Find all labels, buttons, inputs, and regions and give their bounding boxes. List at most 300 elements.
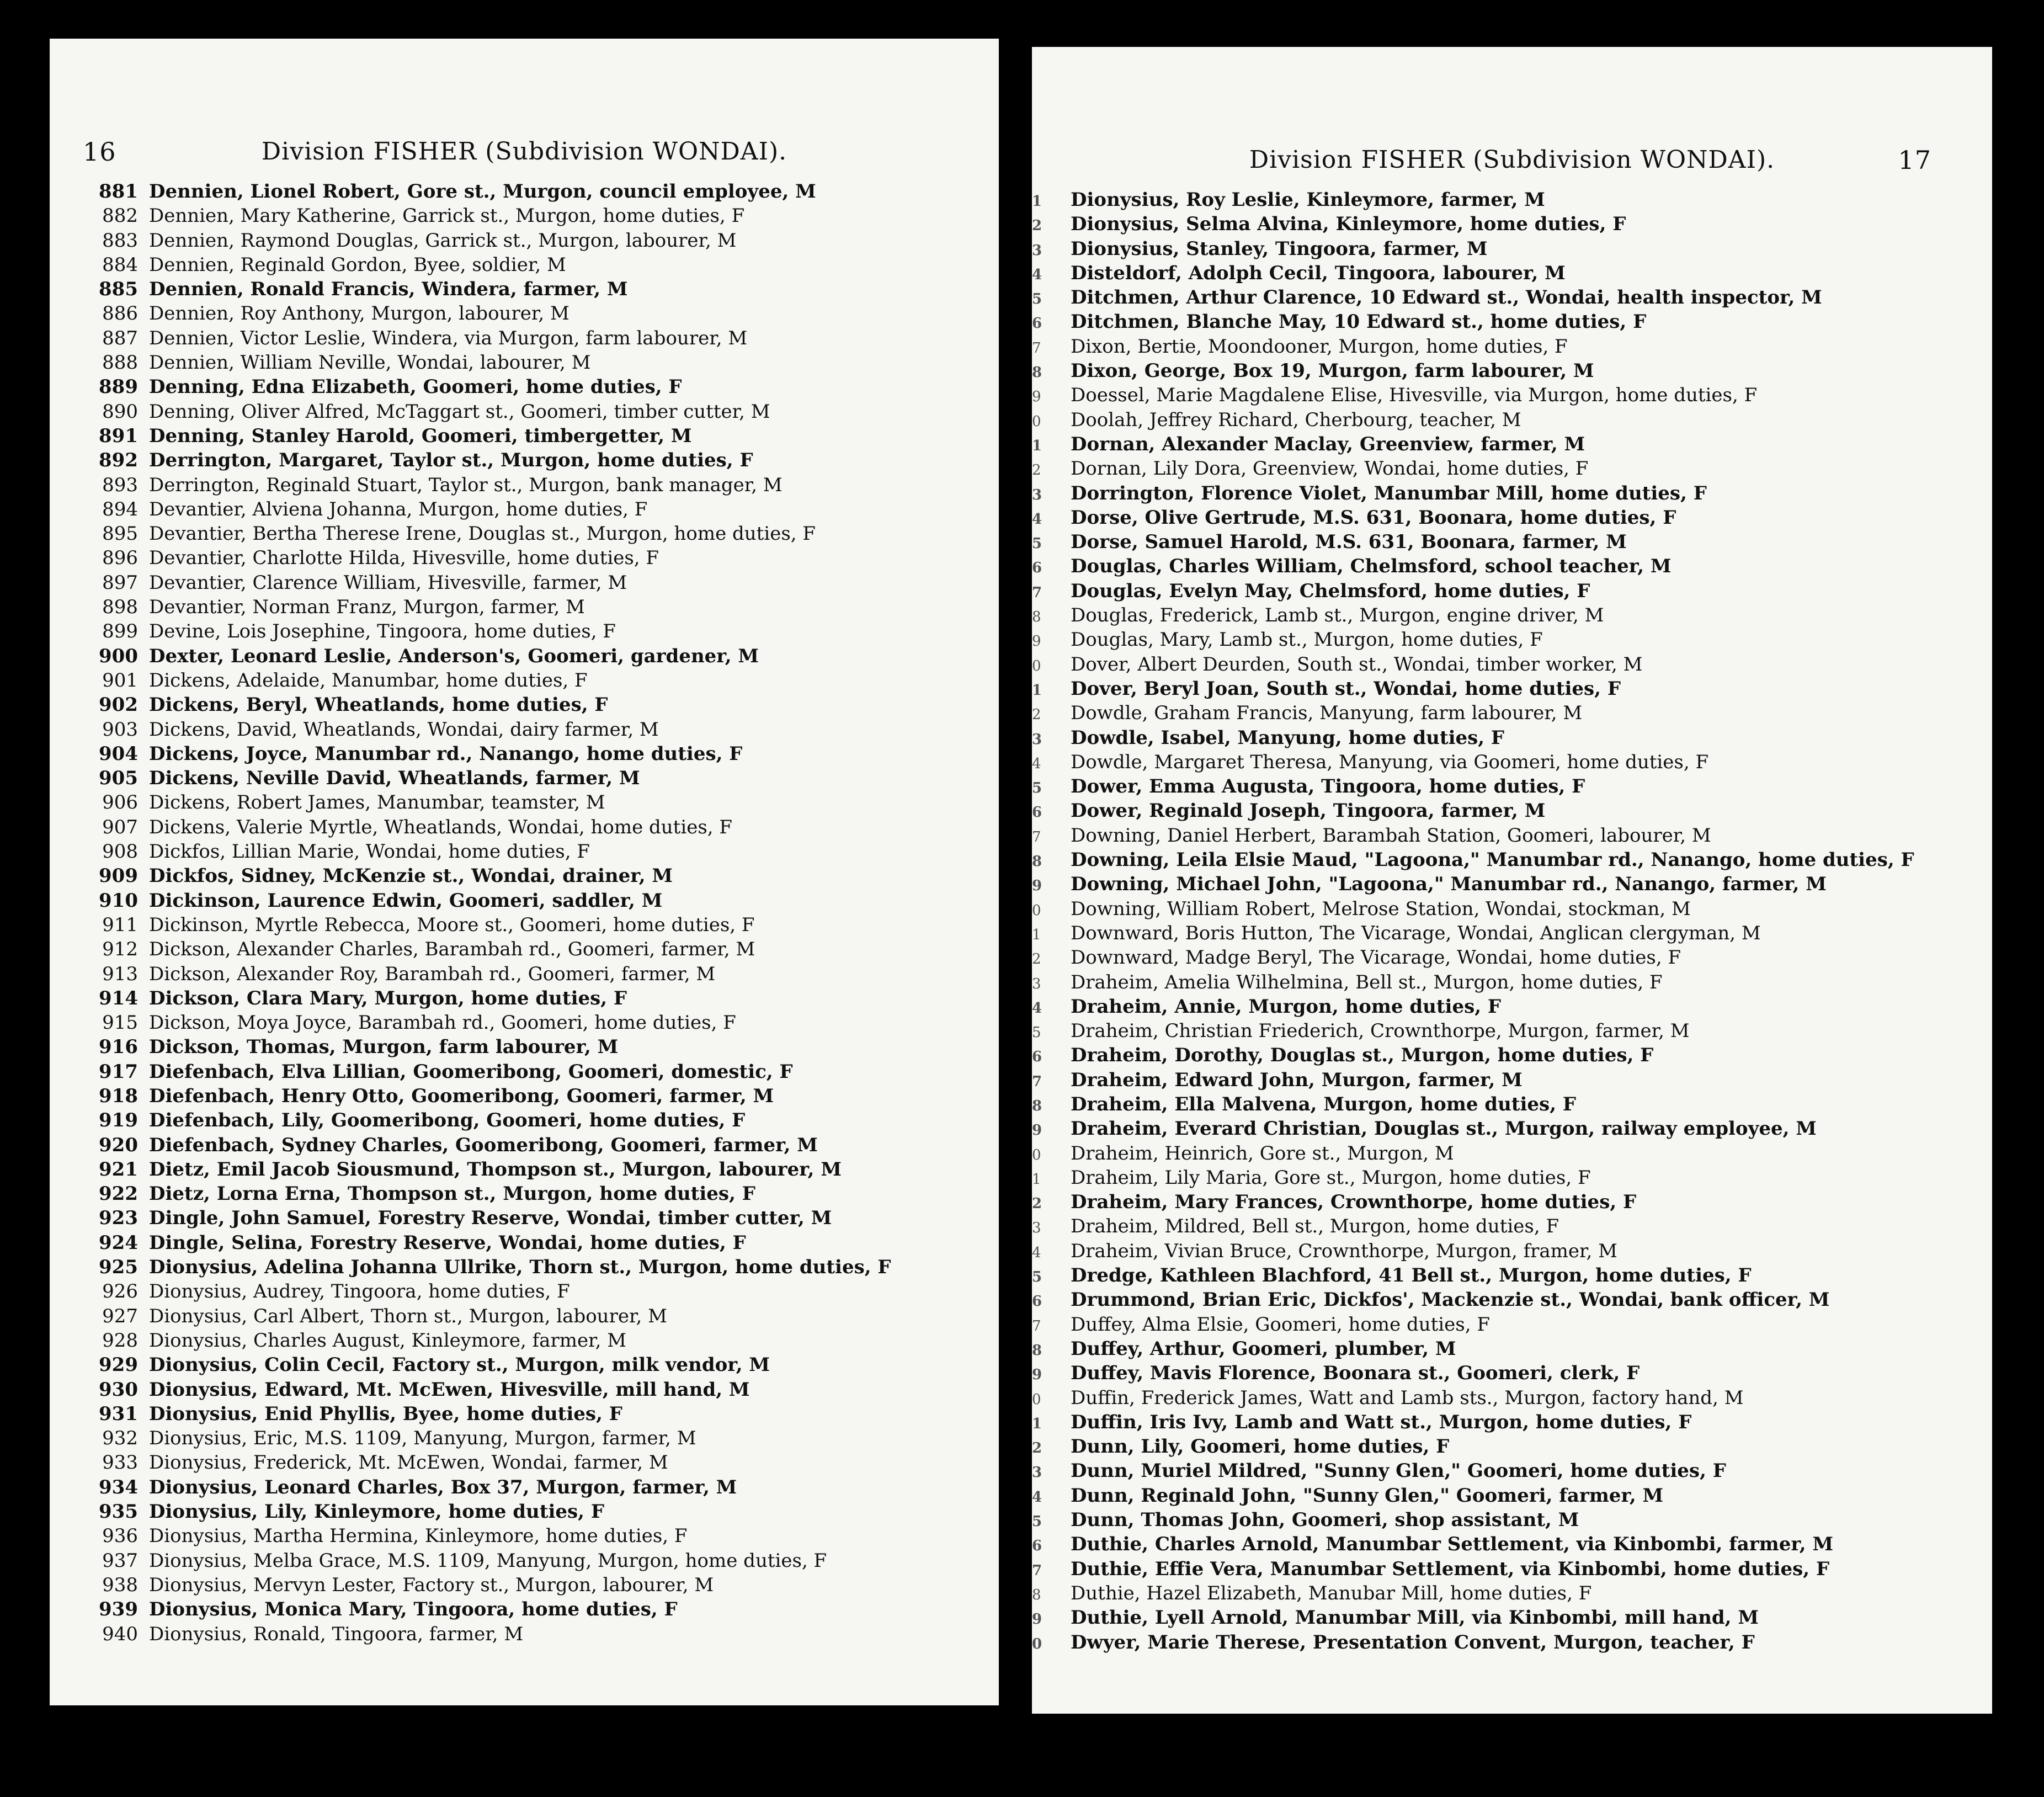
entry-number: 895	[102, 523, 138, 545]
entry-number: 9	[1032, 878, 1042, 895]
entry-number: 9	[1032, 1367, 1042, 1384]
entry-number: 2	[1032, 1195, 1042, 1213]
entry-number: 4	[1032, 266, 1042, 283]
elector-entry	[1032, 1019, 1992, 1043]
right-page-header	[1032, 138, 1992, 182]
entry-number: 3	[1032, 975, 1041, 992]
elector-entry	[1032, 1508, 1992, 1532]
entry-text: Dickfos, Lillian Marie, Wondai, home duties, F	[149, 841, 590, 863]
elector-entry	[50, 473, 999, 497]
entry-text: Dennien, William Neville, Wondai, labourer, M	[149, 352, 591, 374]
entry-number: 5	[1032, 1024, 1041, 1041]
elector-entry	[1032, 1532, 1992, 1556]
elector-entry	[1032, 1117, 1992, 1141]
elector-entry	[50, 962, 999, 986]
elector-entry	[50, 889, 999, 913]
entry-text: Dionysius, Mervyn Lester, Factory st., Murgon, labourer, M	[149, 1573, 714, 1596]
elector-entry	[1032, 1068, 1992, 1092]
entry-number: 1	[1032, 926, 1041, 943]
elector-entry	[50, 1475, 999, 1500]
elector-entry	[1032, 1459, 1992, 1483]
entry-text: Dickson, Alexander Charles, Barambah rd., Goomeri, farmer, M	[149, 938, 755, 961]
entry-number: 907	[102, 816, 138, 838]
entry-number: 889	[99, 376, 138, 398]
entry-number: 910	[99, 889, 138, 912]
entry-number: 9	[1032, 633, 1041, 650]
elector-entry	[50, 1011, 999, 1035]
entry-number: 911	[102, 913, 138, 936]
elector-entry	[1032, 530, 1992, 554]
elector-entry	[50, 497, 999, 522]
entry-text: Disteldorf, Adolph Cecil, Tingoora, labourer, M	[1071, 262, 1566, 284]
elector-entry	[1032, 554, 1992, 578]
entry-number: 920	[99, 1134, 138, 1156]
elector-entry	[50, 1206, 999, 1230]
entry-text: Devantier, Clarence William, Hivesville, farmer, M	[149, 571, 627, 594]
entry-text: Diefenbach, Lily, Goomeribong, Goomeri, home duties, F	[149, 1109, 746, 1132]
entry-number: 887	[102, 327, 138, 349]
elector-entry	[50, 375, 999, 399]
entry-number: 904	[99, 742, 138, 765]
entry-text: Draheim, Heinrich, Gore st., Murgon, M	[1071, 1142, 1454, 1165]
entry-text: Draheim, Amelia Wilhelmina, Bell st., Murgon, home duties, F	[1071, 971, 1663, 993]
entry-text: Downward, Madge Beryl, The Vicarage, Wondai, home duties, F	[1071, 947, 1681, 969]
elector-entry	[1032, 212, 1992, 236]
elector-entry	[1032, 701, 1992, 725]
entry-text: Dennien, Raymond Douglas, Garrick st., Murgon, labourer, M	[149, 229, 737, 252]
elector-entry	[50, 693, 999, 717]
entry-number: 925	[99, 1256, 138, 1279]
entry-text: Dionysius, Leonard Charles, Box 37, Murgon, farmer, M	[149, 1476, 737, 1498]
entry-text: Draheim, Annie, Murgon, home duties, F	[1071, 995, 1502, 1018]
entry-number: 881	[99, 180, 138, 203]
elector-entry	[1032, 1557, 1992, 1581]
entry-number: 931	[99, 1402, 138, 1425]
entry-number: 935	[99, 1501, 138, 1523]
entry-text: Draheim, Lily Maria, Gore st., Murgon, home duties, F	[1071, 1166, 1591, 1189]
entry-number: 915	[102, 1012, 138, 1034]
right-page-title: Division FISHER (Subdivision WONDAI).	[1249, 146, 1775, 174]
entry-number: 4	[1032, 511, 1042, 528]
elector-entry	[50, 986, 999, 1011]
entry-number: 5	[1032, 1513, 1042, 1530]
elector-entry	[1032, 1141, 1992, 1166]
entry-number: 3	[1032, 486, 1042, 503]
left-page	[50, 39, 999, 1705]
elector-entry	[1032, 456, 1992, 481]
entry-number: 890	[102, 400, 138, 423]
entry-text: Dionysius, Audrey, Tingoora, home duties, F	[149, 1280, 570, 1303]
elector-entry	[1032, 799, 1992, 823]
entry-text: Downing, Michael John, "Lagoona," Manumbar rd., Nanango, farmer, M	[1071, 873, 1827, 896]
elector-entry	[1032, 261, 1992, 285]
entry-text: Dwyer, Marie Therese, Presentation Convent, Murgon, teacher, F	[1071, 1631, 1755, 1654]
entry-text: Dionysius, Colin Cecil, Factory st., Murgon, milk vendor, M	[149, 1354, 770, 1376]
entry-number: 888	[102, 352, 138, 374]
elector-entry	[50, 1157, 999, 1182]
elector-entry	[50, 1060, 999, 1084]
entry-number: 6	[1032, 1293, 1042, 1310]
entry-text: Dickson, Moya Joyce, Barambah rd., Goomeri, home duties, F	[149, 1012, 736, 1034]
elector-entry	[50, 864, 999, 888]
elector-entry	[1032, 188, 1992, 212]
left-page-number: 16	[83, 137, 116, 167]
entry-number: 919	[99, 1109, 138, 1132]
left-page-title: Division FISHER (Subdivision WONDAI).	[261, 137, 787, 166]
elector-entry	[1032, 1386, 1992, 1410]
elector-entry	[1032, 823, 1992, 848]
entry-number: 897	[102, 571, 138, 594]
entry-number: 3	[1032, 731, 1042, 748]
entry-text: Dower, Emma Augusta, Tingoora, home duties, F	[1071, 775, 1585, 798]
elector-entry	[50, 228, 999, 253]
elector-entry	[1032, 750, 1992, 774]
elector-entry	[50, 839, 999, 864]
entry-number: 1	[1032, 437, 1042, 454]
elector-entry	[50, 1231, 999, 1255]
elector-entry	[50, 277, 999, 301]
entry-text: Dickens, Valerie Myrtle, Wheatlands, Wondai, home duties, F	[149, 816, 732, 838]
elector-entry	[50, 1426, 999, 1450]
elector-entry	[50, 1279, 999, 1304]
entry-number: 8	[1032, 853, 1042, 870]
entry-text: Dickson, Alexander Roy, Barambah rd., Goomeri, farmer, M	[149, 963, 716, 985]
elector-entry	[1032, 848, 1992, 872]
entry-number: 2	[1032, 217, 1042, 235]
entry-number: 1	[1032, 682, 1042, 699]
entry-number: 924	[99, 1231, 138, 1254]
entry-number: 905	[99, 767, 138, 790]
elector-entry	[50, 1304, 999, 1328]
entry-number: 4	[1032, 1488, 1042, 1506]
entry-number: 7	[1032, 1317, 1041, 1335]
elector-entry	[1032, 677, 1992, 701]
entry-number: 7	[1032, 1073, 1042, 1090]
entry-number: 936	[102, 1525, 138, 1548]
elector-entry	[1032, 383, 1992, 407]
entry-number: 882	[102, 205, 138, 227]
entry-text: Dionysius, Monica Mary, Tingoora, home duties, F	[149, 1598, 678, 1621]
entry-text: Duffey, Alma Elsie, Goomeri, home duties, F	[1071, 1313, 1490, 1336]
entry-text: Douglas, Evelyn May, Chelmsford, home duties, F	[1071, 579, 1590, 602]
left-page-header	[50, 130, 999, 174]
entry-text: Doessel, Marie Magdalene Elise, Hivesville, via Murgon, home duties, F	[1071, 384, 1758, 407]
entry-text: Devine, Lois Josephine, Tingoora, home duties, F	[149, 620, 616, 643]
elector-entry	[50, 1378, 999, 1402]
elector-entry	[50, 1084, 999, 1108]
elector-entry	[50, 350, 999, 375]
entry-number: 914	[99, 987, 138, 1009]
elector-entry	[50, 644, 999, 668]
elector-entry	[1032, 1337, 1992, 1361]
entry-number: 7	[1032, 1562, 1042, 1579]
entry-text: Dowdle, Margaret Theresa, Manyung, via Goomeri, home duties, F	[1071, 751, 1709, 773]
elector-entry	[50, 1450, 999, 1475]
entry-number: 8	[1032, 1097, 1042, 1114]
elector-entry	[50, 546, 999, 570]
entry-text: Denning, Stanley Harold, Goomeri, timbergetter, M	[149, 424, 692, 447]
elector-entry	[50, 301, 999, 326]
elector-entry	[50, 1500, 999, 1524]
entry-text: Draheim, Edward John, Murgon, farmer, M	[1071, 1068, 1523, 1091]
elector-entry	[50, 1573, 999, 1597]
entry-number: 932	[102, 1427, 138, 1450]
entry-text: Dickens, Adelaide, Manumbar, home duties, F	[149, 669, 588, 692]
elector-entry	[50, 1255, 999, 1279]
entry-number: 917	[99, 1060, 138, 1083]
entry-number: 7	[1032, 584, 1042, 601]
elector-entry	[1032, 1484, 1992, 1508]
elector-entry	[1032, 1361, 1992, 1385]
entry-text: Dennien, Ronald Francis, Windera, farmer, M	[149, 278, 628, 301]
elector-entry	[50, 717, 999, 742]
entry-text: Derrington, Margaret, Taylor st., Murgon, home duties, F	[149, 449, 753, 472]
elector-entry	[50, 571, 999, 595]
elector-entry	[50, 326, 999, 350]
entry-number: 899	[102, 620, 138, 643]
entry-text: Downward, Boris Hutton, The Vicarage, Wondai, Anglican clergyman, M	[1071, 922, 1761, 944]
entry-number: 886	[102, 302, 138, 325]
entry-text: Devantier, Norman Franz, Murgon, farmer, M	[149, 596, 585, 619]
entry-text: Duffin, Iris Ivy, Lamb and Watt st., Murgon, home duties, F	[1071, 1411, 1692, 1433]
entry-number: 0	[1032, 1146, 1041, 1163]
entry-text: Dickfos, Sidney, McKenzie st., Wondai, drainer, M	[149, 865, 673, 887]
entry-number: 906	[102, 791, 138, 814]
elector-entry	[1032, 1166, 1992, 1190]
entry-text: Dionysius, Enid Phyllis, Byee, home duties, F	[149, 1402, 622, 1425]
entry-text: Dennien, Mary Katherine, Garrick st., Murgon, home duties, F	[149, 205, 745, 227]
entry-number: 916	[99, 1036, 138, 1059]
entry-number: 883	[102, 229, 138, 252]
entry-text: Devantier, Charlotte Hilda, Hivesville, home duties, F	[149, 547, 659, 570]
elector-entry	[50, 204, 999, 228]
entry-number: 2	[1032, 462, 1041, 479]
elector-entry	[50, 1597, 999, 1621]
entry-text: Dunn, Muriel Mildred, "Sunny Glen," Goomeri, home duties, F	[1071, 1460, 1726, 1482]
entry-number: 4	[1032, 1244, 1041, 1261]
entry-text: Dionysius, Roy Leslie, Kinleymore, farmer, M	[1071, 189, 1545, 211]
elector-entry	[1032, 579, 1992, 603]
elector-entry	[1032, 652, 1992, 677]
entry-text: Douglas, Mary, Lamb st., Murgon, home duties, F	[1071, 629, 1543, 651]
entry-number: 2	[1032, 951, 1041, 968]
entry-text: Douglas, Frederick, Lamb st., Murgon, engine driver, M	[1071, 604, 1604, 627]
entry-text: Dunn, Lily, Goomeri, home duties, F	[1071, 1436, 1450, 1458]
elector-entry	[50, 253, 999, 277]
elector-entry	[50, 1353, 999, 1377]
entry-number: 9	[1032, 389, 1041, 406]
entry-text: Derrington, Reginald Stuart, Taylor st., Murgon, bank manager, M	[149, 474, 783, 496]
entry-number: 891	[99, 424, 138, 447]
entry-text: Dredge, Kathleen Blachford, 41 Bell st., Murgon, home duties, F	[1071, 1264, 1752, 1287]
entry-text: Duthie, Hazel Elizabeth, Manubar Mill, home duties, F	[1071, 1582, 1592, 1604]
entry-number: 6	[1032, 315, 1042, 332]
entry-number: 6	[1032, 1538, 1042, 1555]
elector-entry	[1032, 285, 1992, 310]
entry-text: Dover, Albert Deurden, South st., Wondai, timber worker, M	[1071, 653, 1643, 676]
entry-number: 0	[1032, 657, 1041, 674]
right-entry-list	[1032, 188, 1992, 1655]
entry-number: 6	[1032, 804, 1042, 821]
entry-number: 934	[99, 1476, 138, 1498]
entry-text: Downing, William Robert, Melrose Station, Wondai, stockman, M	[1071, 897, 1691, 920]
entry-text: Duffey, Mavis Florence, Boonara st., Goomeri, clerk, F	[1071, 1362, 1640, 1385]
entry-number: 922	[99, 1183, 138, 1205]
entry-text: Dietz, Lorna Erna, Thompson st., Murgon, home duties, F	[149, 1183, 755, 1205]
entry-text: Draheim, Christian Friederich, Crownthorpe, Murgon, farmer, M	[1071, 1020, 1690, 1043]
elector-entry	[50, 1549, 999, 1573]
entry-text: Diefenbach, Elva Lillian, Goomeribong, Goomeri, domestic, F	[149, 1060, 793, 1083]
elector-entry	[1032, 1190, 1992, 1214]
entry-number: 0	[1032, 413, 1041, 430]
entry-number: 8	[1032, 364, 1042, 381]
entry-text: Draheim, Mary Frances, Crownthorpe, home duties, F	[1071, 1191, 1637, 1214]
elector-entry	[50, 619, 999, 644]
entry-number: 8	[1032, 1586, 1041, 1603]
entry-text: Dexter, Leonard Leslie, Anderson's, Goomeri, gardener, M	[149, 645, 759, 667]
elector-entry	[1032, 1043, 1992, 1067]
entry-text: Dickens, Joyce, Manumbar rd., Nanango, home duties, F	[149, 742, 743, 765]
entry-text: Dickens, Beryl, Wheatlands, home duties, F	[149, 694, 608, 716]
elector-entry	[50, 1622, 999, 1646]
elector-entry	[50, 815, 999, 839]
entry-text: Dionysius, Charles August, Kinleymore, farmer, M	[149, 1329, 627, 1352]
entry-text: Draheim, Vivian Bruce, Crownthorpe, Murgon, framer, M	[1071, 1240, 1617, 1262]
entry-text: Denning, Edna Elizabeth, Goomeri, home duties, F	[149, 376, 682, 398]
entry-number: 913	[102, 963, 138, 985]
entry-text: Duffin, Frederick James, Watt and Lamb sts., Murgon, factory hand, M	[1071, 1386, 1744, 1409]
elector-entry	[1032, 603, 1992, 628]
entry-text: Duthie, Charles Arnold, Manumbar Settlement, via Kinbombi, farmer, M	[1071, 1533, 1834, 1556]
entry-number: 8	[1032, 1342, 1042, 1359]
entry-text: Dickson, Clara Mary, Murgon, home duties, F	[149, 987, 627, 1009]
entry-text: Dover, Beryl Joan, South st., Wondai, home duties, F	[1071, 677, 1621, 700]
elector-entry	[50, 766, 999, 790]
entry-number: 894	[102, 498, 138, 520]
right-page-number: 17	[1898, 145, 1931, 175]
entry-number: 0	[1032, 1391, 1041, 1408]
entry-text: Dionysius, Lily, Kinleymore, home duties, F	[149, 1501, 604, 1523]
entry-number: 912	[102, 938, 138, 961]
entry-number: 930	[99, 1378, 138, 1401]
entry-text: Dickens, Robert James, Manumbar, teamster, M	[149, 791, 605, 814]
elector-entry	[50, 913, 999, 937]
entry-text: Dowdle, Isabel, Manyung, home duties, F	[1071, 726, 1505, 749]
entry-text: Dixon, Bertie, Moondooner, Murgon, home duties, F	[1071, 335, 1568, 358]
entry-number: 1	[1032, 1415, 1042, 1432]
entry-text: Dionysius, Adelina Johanna Ullrike, Thorn st., Murgon, home duties, F	[149, 1256, 891, 1279]
entry-text: Dennien, Reginald Gordon, Byee, soldier, M	[149, 253, 566, 276]
entry-number: 2	[1032, 706, 1041, 724]
entry-text: Dionysius, Eric, M.S. 1109, Manyung, Murgon, farmer, M	[149, 1427, 696, 1450]
entry-number: 9	[1032, 1122, 1042, 1139]
elector-entry	[1032, 995, 1992, 1019]
entry-text: Devantier, Alviena Johanna, Murgon, home duties, F	[149, 498, 648, 520]
entry-number: 926	[102, 1280, 138, 1303]
entry-text: Duthie, Effie Vera, Manumbar Settlement, via Kinbombi, home duties, F	[1071, 1557, 1830, 1580]
entry-text: Dionysius, Stanley, Tingoora, farmer, M	[1071, 237, 1488, 260]
elector-entry	[1032, 432, 1992, 456]
entry-text: Duffey, Arthur, Goomeri, plumber, M	[1071, 1337, 1456, 1360]
elector-entry	[1032, 1288, 1992, 1312]
entry-number: 908	[102, 841, 138, 863]
entry-number: 1	[1032, 1171, 1041, 1188]
elector-entry	[1032, 481, 1992, 506]
entry-number: 8	[1032, 609, 1041, 626]
elector-entry	[1032, 1092, 1992, 1117]
elector-entry	[1032, 774, 1992, 799]
elector-entry	[50, 668, 999, 693]
elector-entry	[50, 1328, 999, 1353]
entry-number: 7	[1032, 828, 1041, 846]
entry-text: Downing, Daniel Herbert, Barambah Station, Goomeri, labourer, M	[1071, 824, 1711, 847]
elector-entry	[50, 1182, 999, 1206]
elector-entry	[50, 1402, 999, 1426]
elector-entry	[50, 742, 999, 766]
entry-number: 5	[1032, 535, 1042, 552]
right-page	[1032, 47, 1992, 1714]
elector-entry	[50, 937, 999, 961]
entry-number: 903	[102, 718, 138, 741]
entry-text: Draheim, Mildred, Bell st., Murgon, home duties, F	[1071, 1215, 1559, 1238]
elector-entry	[50, 179, 999, 204]
entry-text: Draheim, Dorothy, Douglas st., Murgon, home duties, F	[1071, 1044, 1654, 1067]
entry-text: Dunn, Thomas John, Goomeri, shop assistant, M	[1071, 1509, 1579, 1532]
entry-number: 896	[102, 547, 138, 570]
entry-text: Dickinson, Laurence Edwin, Goomeri, saddler, M	[149, 889, 663, 912]
entry-text: Doolah, Jeffrey Richard, Cherbourg, teacher, M	[1071, 408, 1521, 431]
entry-number: 938	[102, 1573, 138, 1596]
entry-text: Drummond, Brian Eric, Dickfos', Mackenzie st., Wondai, bank officer, M	[1071, 1289, 1830, 1311]
entry-text: Dionysius, Martha Hermina, Kinleymore, home duties, F	[149, 1525, 688, 1548]
entry-number: 1	[1032, 193, 1042, 210]
entry-number: 902	[99, 694, 138, 716]
entry-text: Dickson, Thomas, Murgon, farm labourer, M	[149, 1036, 619, 1059]
entry-text: Dickinson, Myrtle Rebecca, Moore st., Goomeri, home duties, F	[149, 913, 755, 936]
elector-entry	[1032, 1214, 1992, 1238]
entry-text: Dornan, Alexander Maclay, Greenview, farmer, M	[1071, 433, 1585, 455]
elector-entry	[1032, 310, 1992, 334]
elector-entry	[1032, 1434, 1992, 1459]
entry-text: Dornan, Lily Dora, Greenview, Wondai, home duties, F	[1071, 458, 1589, 480]
elector-entry	[1032, 1239, 1992, 1263]
elector-entry	[1032, 334, 1992, 359]
entry-number: 5	[1032, 1269, 1042, 1286]
entry-number: 927	[102, 1305, 138, 1327]
entry-number: 900	[99, 645, 138, 667]
entry-number: 923	[99, 1207, 138, 1230]
elector-entry	[1032, 726, 1992, 750]
entry-number: 7	[1032, 339, 1041, 357]
entry-number: 929	[99, 1354, 138, 1376]
entry-number: 3	[1032, 1464, 1042, 1481]
elector-entry	[50, 1035, 999, 1059]
entry-text: Dickens, Neville David, Wheatlands, farmer, M	[149, 767, 640, 790]
entry-number: 6	[1032, 1049, 1042, 1066]
entry-number: 3	[1032, 242, 1042, 259]
elector-entry	[1032, 970, 1992, 995]
entry-text: Dionysius, Ronald, Tingoora, farmer, M	[149, 1623, 524, 1645]
elector-entry	[1032, 945, 1992, 970]
entry-text: Draheim, Everard Christian, Douglas st., Murgon, railway employee, M	[1071, 1118, 1817, 1140]
entry-text: Dionysius, Melba Grace, M.S. 1109, Manyung, Murgon, home duties, F	[149, 1549, 827, 1572]
entry-text: Devantier, Bertha Therese Irene, Douglas st., Murgon, home duties, F	[149, 523, 816, 545]
elector-entry	[1032, 872, 1992, 896]
entry-number: 884	[102, 253, 138, 276]
entry-text: Dorse, Olive Gertrude, M.S. 631, Boonara, home duties, F	[1071, 506, 1676, 529]
elector-entry	[1032, 1630, 1992, 1655]
elector-entry	[50, 522, 999, 546]
